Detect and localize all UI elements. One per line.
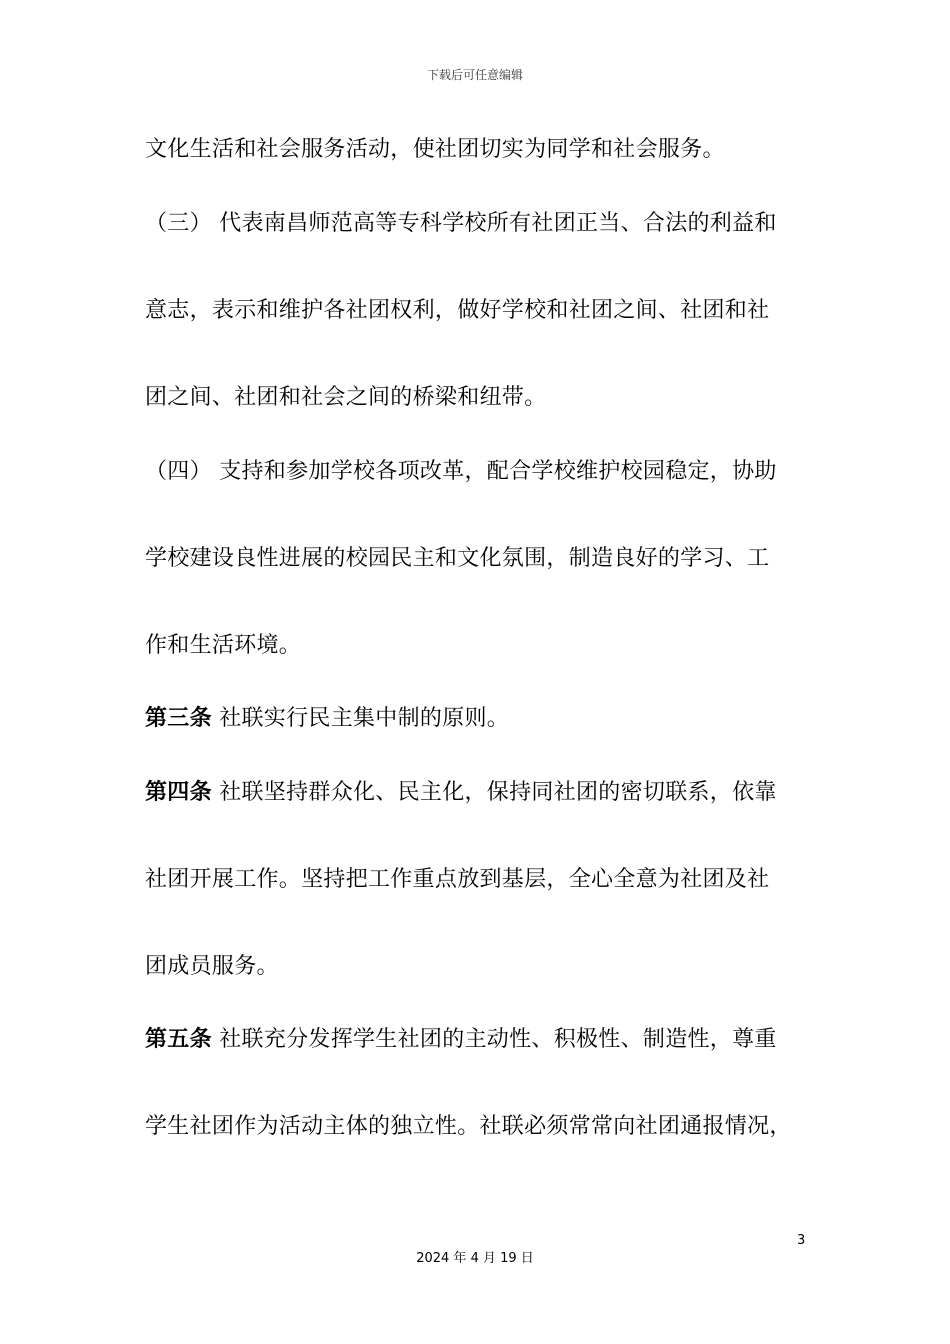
paragraph-line: 作和生活环境。 (145, 633, 302, 658)
page-number: 3 (797, 1233, 806, 1248)
article-text: 社联充分发挥学生社团的主动性、积极性、制造性，尊重 (211, 1027, 777, 1052)
article-five (145, 1026, 777, 1054)
article-four (145, 779, 777, 807)
article-label: 第四条 (145, 780, 212, 805)
paragraph-line: （四） 支持和参加学校各项改革，配合学校维护校园稳定，协助 (145, 459, 777, 484)
paragraph-line: 团成员服务。 (145, 954, 279, 979)
page-header: 下载后可任意编辑 (426, 68, 523, 82)
article-text: 社联坚持群众化、民主化，保持同社团的密切联系，依靠 (211, 780, 777, 805)
article-text: 社联实行民主集中制的原则。 (211, 706, 510, 731)
footer-date: 2024 年 4 月 19 日 (416, 1251, 534, 1266)
paragraph-line: （三） 代表南昌师范高等专科学校所有社团正当、合法的利益和 (145, 211, 777, 236)
article-label: 第五条 (145, 1027, 212, 1052)
paragraph-line: 学生社团作为活动主体的独立性。社联必须常常向社团通报情况， (145, 1114, 792, 1139)
paragraph-line: 意志，表示和维护各社团权利，做好学校和社团之间、社团和社 (145, 298, 770, 323)
paragraph-line: 学校建设良性进展的校园民主和文化氛围，制造良好的学习、工 (145, 546, 770, 571)
article-label: 第三条 (145, 706, 212, 731)
paragraph-line: 文化生活和社会服务活动，使社团切实为同学和社会服务。 (145, 137, 725, 162)
paragraph-line: 团之间、社团和社会之间的桥梁和纽带。 (145, 385, 547, 410)
paragraph-line: 社团开展工作。坚持把工作重点放到基层，全心全意为社团及社 (145, 867, 770, 892)
article-three (145, 705, 509, 733)
